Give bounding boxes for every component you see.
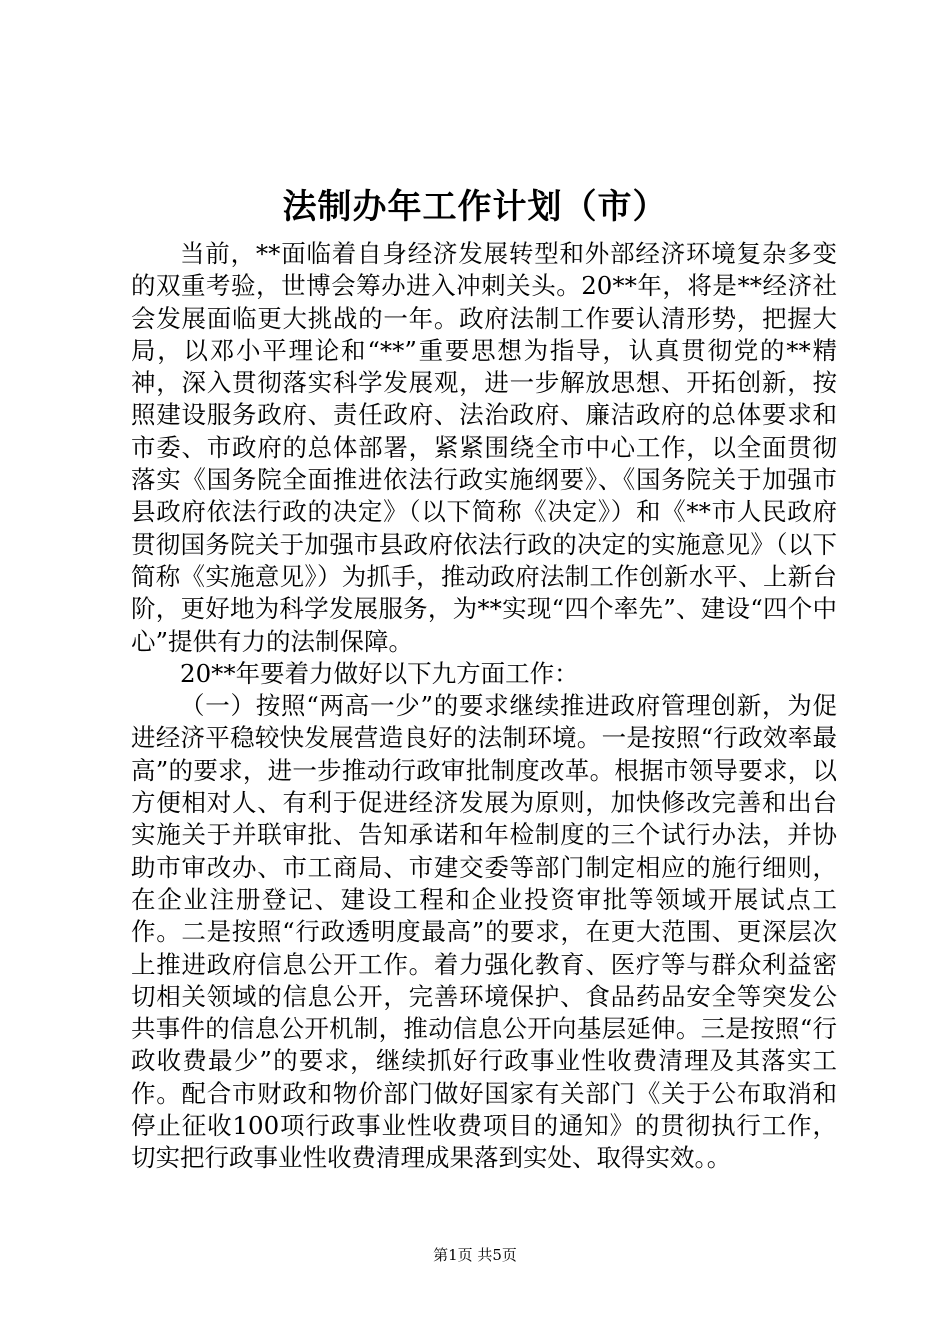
paragraph: 当前，**面临着自身经济发展转型和外部经济环境复杂多变的双重考验，世博会筹办进入冲刺关头。20**年，将是**经济社会发展面临更大挑战的一年。政府法制工作要认清形势，把握大局，以邓小平理论和“**”重要思想为指导，认真贯彻党的**精神，深入贯彻落实科学发展观，进一步解放思想、开拓创新，按照建设服务政府、责任政府、法治政府、廉洁政府的总体要求和市委、市政府的总体部署，紧紧围绕全市中心工作，以全面贯彻落实《国务院全面推进依法行政实施纲要》、《国务院关于加强市县政府依法行政的决定》（以下简称《决定》）和《**市人民政府贯彻国务院关于加强市县政府依法行政的决定的实施意见》（以下简称《实施意见》）为抓手，推动政府法制工作创新水平、上新台阶，更好地为科学发展服务，为**实现“四个率先”、建设“四个中心”提供有力的法制保障。 [131,239,837,656]
document-title: 法制办年工作计划（市） [282,187,668,227]
document-body [131,238,837,1175]
paragraph: （一）按照“两高一少”的要求继续推进政府管理创新，为促进经济平稳较快发展营造良好的法制环境。一是按照“行政效率最高”的要求，进一步推动行政审批制度改革。根据市领导要求，以方便相对人、有利于促进经济发展为原则，加快修改完善和出台实施关于并联审批、告知承诺和年检制度的三个试行办法，并协助市审改办、市工商局、市建交委等部门制定相应的施行细则，在企业注册登记、建设工程和企业投资审批等领域开展试点工作。二是按照“行政透明度最高”的要求，在更大范围、更深层次上推进政府信息公开工作。着力强化教育、医疗等与群众利益密切相关领域的信息公开，完善环境保护、食品药品安全等突发公共事件的信息公开机制，推动信息公开向基层延伸。三是按照“行政收费最少”的要求，继续抓好行政事业性收费清理及其落实工作。配合市财政和物价部门做好国家有关部门《关于公布取消和停止征收100项行政事业性收费项目的通知》的贯彻执行工作，切实把行政事业性收费清理成果落到实处、取得实效。。 [131,691,837,1173]
page-number-footer: 第1页 共5页 [433,1246,517,1264]
paragraph: 20**年要着力做好以下九方面工作： [180,658,579,688]
